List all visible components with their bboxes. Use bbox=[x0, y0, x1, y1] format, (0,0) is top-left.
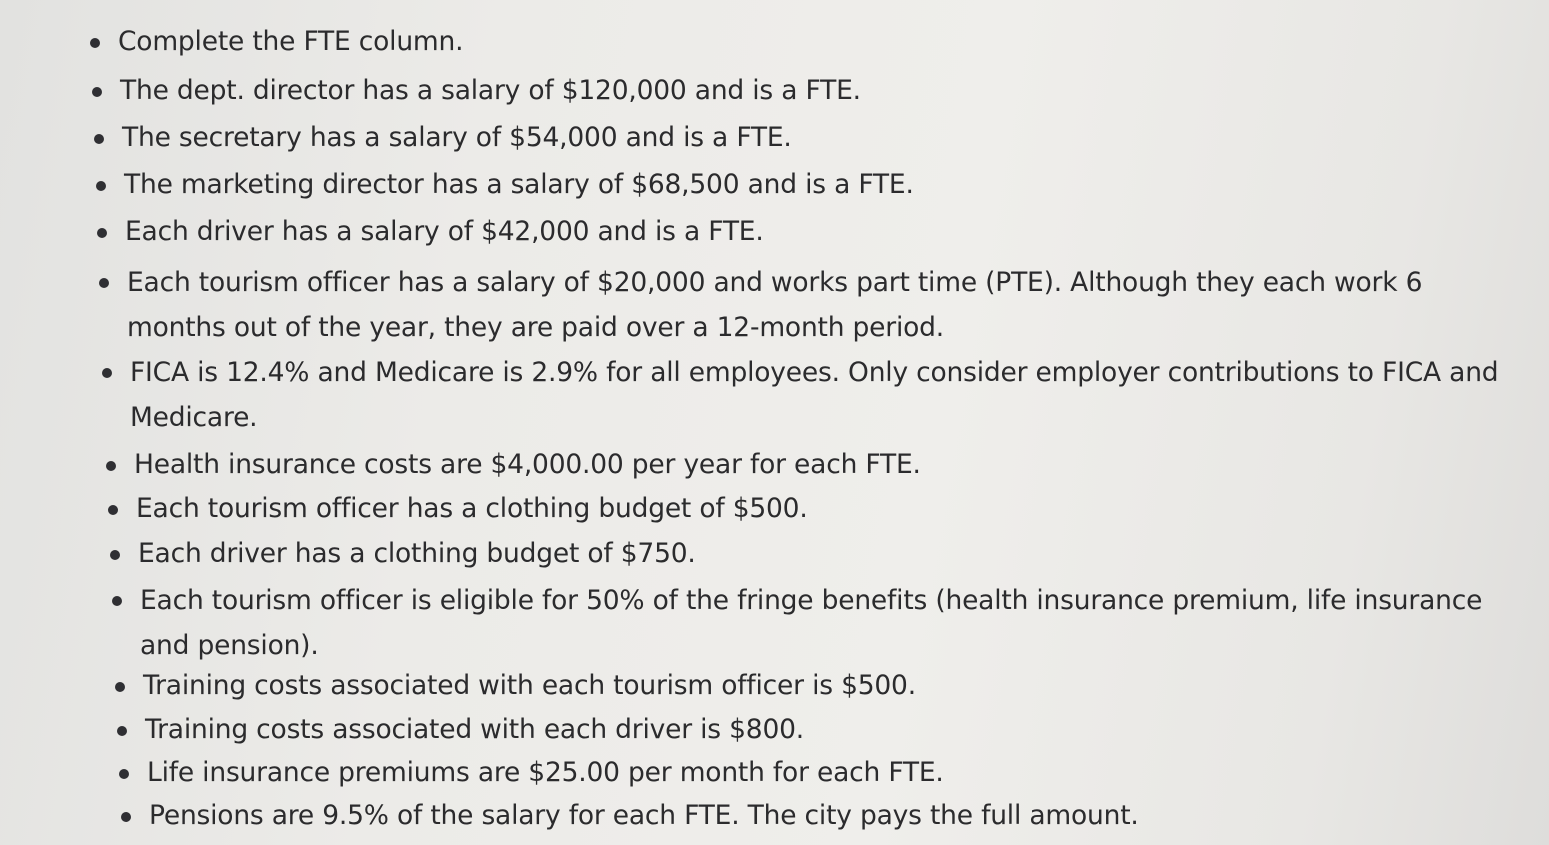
bullet-dot-icon bbox=[106, 461, 116, 471]
bullet-dot-icon bbox=[96, 181, 106, 191]
bullet-dot-icon bbox=[112, 596, 122, 606]
list-item bbox=[117, 710, 804, 750]
list-item-text: Each tourism officer has a clothing budget of $500. bbox=[136, 493, 808, 524]
list-item bbox=[96, 165, 914, 205]
list-item-text: The dept. director has a salary of $120,000 and is a FTE. bbox=[120, 75, 861, 106]
list-item-text: FICA is 12.4% and Medicare is 2.9% for all employees. Only consider employer contributions to FICA and Medicare. bbox=[130, 357, 1499, 433]
list-item bbox=[119, 753, 944, 793]
bullet-dot-icon bbox=[121, 812, 131, 822]
list-item bbox=[115, 666, 916, 706]
list-item-text: Training costs associated with each driver is $800. bbox=[145, 714, 804, 745]
bullet-dot-icon bbox=[97, 228, 107, 238]
list-item-text: The marketing director has a salary of $68,500 and is a FTE. bbox=[124, 169, 914, 200]
list-item-text: Each driver has a salary of $42,000 and is a FTE. bbox=[125, 216, 764, 247]
bullet-dot-icon bbox=[119, 769, 129, 779]
list-item-text: Pensions are 9.5% of the salary for each FTE. The city pays the full amount. bbox=[149, 800, 1139, 831]
list-item-text: Complete the FTE column. bbox=[118, 26, 464, 57]
bullet-dot-icon bbox=[110, 550, 120, 560]
list-item bbox=[102, 350, 1502, 440]
list-item bbox=[97, 212, 764, 252]
bullet-dot-icon bbox=[94, 134, 104, 144]
list-item bbox=[92, 71, 861, 111]
list-item-text: Training costs associated with each tourism officer is $500. bbox=[143, 670, 916, 701]
list-item bbox=[110, 534, 696, 574]
bullet-dot-icon bbox=[99, 278, 109, 288]
list-item bbox=[121, 796, 1139, 836]
list-item-text: Life insurance premiums are $25.00 per month for each FTE. bbox=[147, 757, 944, 788]
list-item bbox=[94, 118, 792, 158]
list-item-text: Each driver has a clothing budget of $750. bbox=[138, 538, 696, 569]
list-item-text: The secretary has a salary of $54,000 and is a FTE. bbox=[122, 122, 792, 153]
list-item bbox=[99, 260, 1439, 350]
list-item bbox=[108, 489, 808, 529]
list-item-text: Each tourism officer is eligible for 50% of the fringe benefits (health insurance premium, life insurance and pension). bbox=[140, 585, 1483, 661]
bullet-dot-icon bbox=[115, 682, 125, 692]
bullet-dot-icon bbox=[92, 87, 102, 97]
bullet-dot-icon bbox=[102, 368, 112, 378]
bullet-dot-icon bbox=[108, 505, 118, 515]
bullet-dot-icon bbox=[117, 726, 127, 736]
list-item-text: Each tourism officer has a salary of $20,000 and works part time (PTE). Although they each work 6 months out of the year, they are paid over a 12-month period. bbox=[127, 267, 1423, 343]
list-item bbox=[112, 578, 1492, 668]
list-item-text: Health insurance costs are $4,000.00 per year for each FTE. bbox=[134, 449, 921, 480]
list-item bbox=[90, 22, 463, 62]
bullet-dot-icon bbox=[90, 38, 100, 48]
list-item bbox=[106, 445, 921, 485]
